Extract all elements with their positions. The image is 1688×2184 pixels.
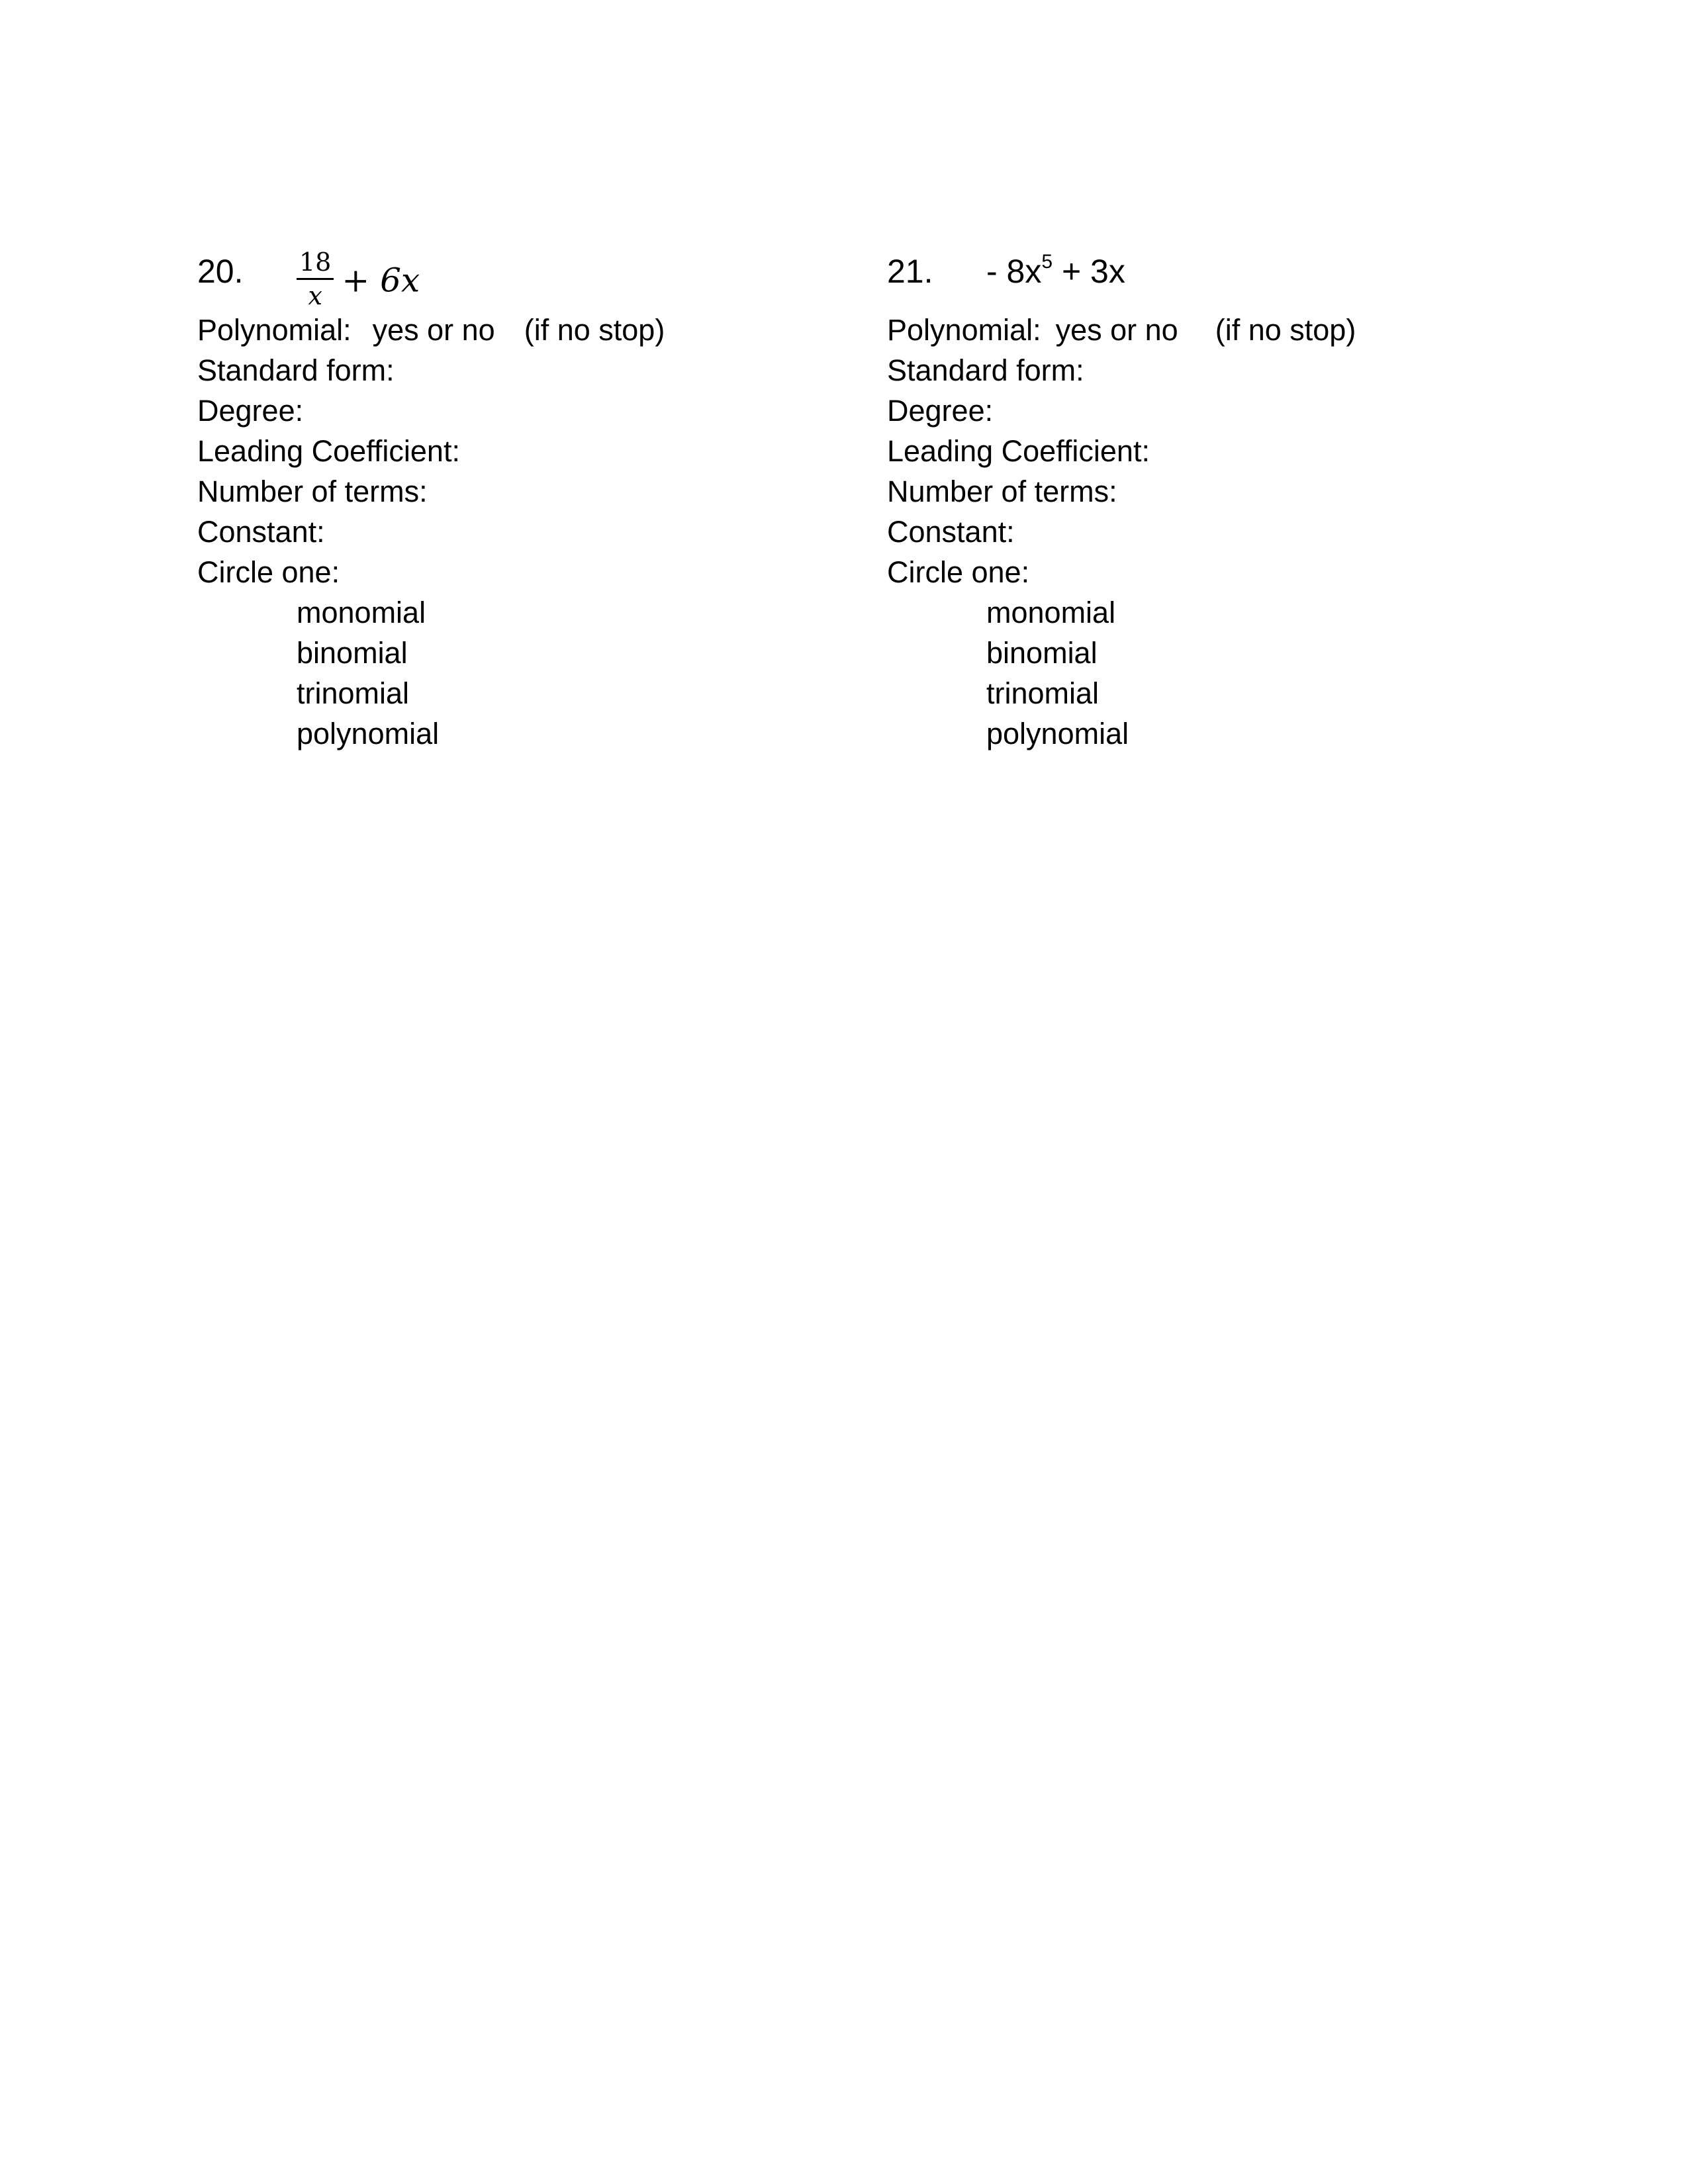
degree-label: Degree: (197, 394, 304, 428)
polynomial-question (887, 310, 1549, 350)
option-polynomial[interactable]: polynomial (986, 717, 1129, 751)
polynomial-choice[interactable]: yes or no (372, 313, 495, 347)
option-monomial[interactable]: monomial (297, 596, 426, 629)
fraction-numerator: 18 (299, 248, 332, 277)
problem-number: 21. (887, 253, 933, 290)
option-binomial[interactable]: binomial (297, 636, 408, 670)
expression-leading-term: - 8x (986, 253, 1042, 290)
plus-operator: + (342, 261, 381, 300)
polynomial-hint: (if no stop) (1215, 313, 1356, 347)
polynomial-choice[interactable]: yes or no (1055, 313, 1178, 347)
options-list (887, 592, 1549, 754)
constant-label: Constant: (887, 515, 1015, 549)
fraction-bar (297, 278, 334, 280)
number-of-terms-label: Number of terms: (197, 475, 428, 508)
problem-header (197, 238, 859, 310)
options-list (197, 592, 859, 754)
problem-header (887, 238, 1549, 304)
option-trinomial[interactable]: trinomial (297, 676, 410, 710)
problem-number: 20. (197, 253, 244, 290)
expression-trailing-term: + 3x (1053, 253, 1125, 290)
problem-21 (887, 238, 1549, 754)
problem-expression (297, 248, 420, 314)
standard-form-label: Standard form: (887, 353, 1084, 387)
number-of-terms-label: Number of terms: (887, 475, 1117, 508)
expression-term: 6x (380, 261, 420, 300)
question-fields (887, 310, 1549, 754)
option-polynomial[interactable]: polynomial (297, 717, 440, 751)
circle-one-label: Circle one: (887, 555, 1030, 589)
polynomial-question (197, 310, 859, 350)
fraction (297, 248, 334, 310)
polynomial-label: Polynomial: (197, 313, 352, 347)
option-binomial[interactable]: binomial (986, 636, 1098, 670)
polynomial-hint: (if no stop) (524, 313, 665, 347)
option-trinomial[interactable]: trinomial (986, 676, 1100, 710)
degree-label: Degree: (887, 394, 994, 428)
constant-label: Constant: (197, 515, 325, 549)
fraction-denominator: x (308, 281, 322, 310)
leading-coefficient-label: Leading Coefficient: (197, 434, 460, 468)
exponent: 5 (1041, 251, 1053, 273)
option-monomial[interactable]: monomial (986, 596, 1116, 629)
problem-20 (197, 238, 859, 754)
question-fields (197, 310, 859, 754)
polynomial-label: Polynomial: (887, 313, 1041, 347)
circle-one-label: Circle one: (197, 555, 340, 589)
standard-form-label: Standard form: (197, 353, 395, 387)
problem-expression (986, 251, 1125, 291)
leading-coefficient-label: Leading Coefficient: (887, 434, 1150, 468)
